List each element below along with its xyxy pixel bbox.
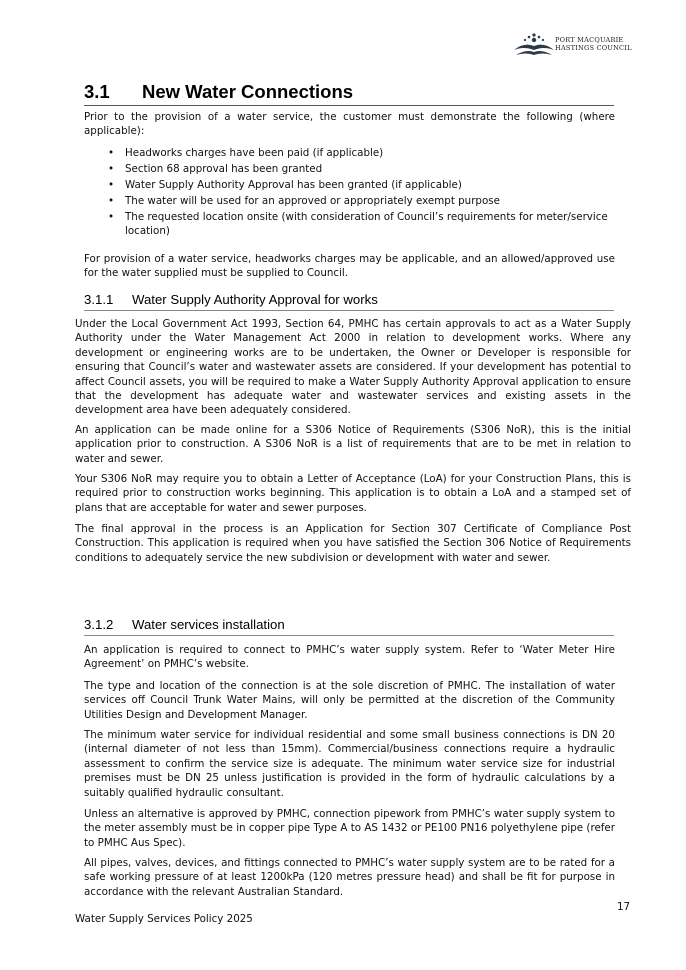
page-number: 17 <box>617 901 631 913</box>
section-title: New Water Connections <box>142 81 354 102</box>
paragraph: The minimum water service for individual residential and some small business connections is DN 20 (internal diameter of not less than 15mm). Commercial/business connections require a hydraulic assessment to confirm the service size is adequate. The minimum water service size for industrial premises must be DN 25 unless justification is provided in the form of hydraulic calculations by a suitably qualified hydraulic consultant. <box>84 729 615 799</box>
section-intro: Prior to the provision of a water service, the customer must demonstrate the following (where applicable): <box>84 111 615 138</box>
section-number: 3.1 <box>84 81 110 102</box>
subsection-heading-3-1-1 <box>84 292 614 311</box>
list-item: • Headworks charges have been paid (if applicable) <box>108 146 620 160</box>
list-item: • The water will be used for an approved or appropriately exempt purpose <box>108 194 620 208</box>
logo-line-2: HASTINGS COUNCIL <box>555 44 632 52</box>
section-heading <box>84 81 614 106</box>
paragraph: The final approval in the process is an Application for Section 307 Certificate of Compliance Post Construction. This application is required when you have satisfied the Section 306 Notice of Requirements conditions to adequately service the new subdivision or development with water and sewer. <box>75 523 631 564</box>
logo-line-1: PORT MACQUARIE <box>555 36 624 44</box>
council-logo-text <box>555 36 632 52</box>
paragraph: All pipes, valves, devices, and fittings connected to PMHC’s water supply system are to be rated for a safe working pressure of at least 1200kPa (120 metres pressure head) and shall be fit for purpose in accordance with the relevant Australian Standard. <box>84 857 615 898</box>
list-item: • Water Supply Authority Approval has been granted (if applicable) <box>108 178 620 192</box>
list-item: • Section 68 approval has been granted <box>108 162 620 176</box>
section-closing: For provision of a water service, headworks charges may be applicable, and an allowed/approved use for the water supplied must be supplied to Council. <box>84 253 615 280</box>
subsection-title: Water services installation <box>132 617 285 632</box>
paragraph: Under the Local Government Act 1993, Section 64, PMHC has certain approvals to act as a Water Supply Authority under the Water Management Act 2000 in relation to development works. Where any development or engineering works are to be undertaken, the Owner or Developer is responsible for ensuring that Council’s water and wastewater assets are considered. If your development has potential to affect Council assets, you will be required to make a Water Supply Authority Approval application to ensure that the development has adequate water and wastewater services and existing assets in the development area have been adequately considered. <box>75 318 631 417</box>
paragraph: An application is required to connect to PMHC’s water supply system. Refer to ‘Water Meter Hire Agreement’ on PMHC’s website. <box>84 644 615 671</box>
footer-doc-title: Water Supply Services Policy 2025 <box>75 913 253 925</box>
paragraph: The type and location of the connection is at the sole discretion of PMHC. The installation of water services off Council Trunk Water Mains, will only be permitted at the discretion of the Community Utilities Design and Development Manager. <box>84 680 615 721</box>
paragraph: Unless an alternative is approved by PMHC, connection pipework from PMHC’s water supply system to the meter assembly must be in copper pipe Type A to AS 1432 or PE100 PN16 polyethylene pipe (refer to PMHC Aus Spec). <box>84 808 615 849</box>
subsection-title: Water Supply Authority Approval for works <box>132 292 378 307</box>
subsection-number: 3.1.2 <box>84 617 114 632</box>
subsection-heading-3-1-2 <box>84 617 614 636</box>
paragraph: An application can be made online for a S306 Notice of Requirements (S306 NoR), this is the initial application prior to construction. A S306 NoR is a list of requirements that are to be met in relation to water and sewer. <box>75 424 631 465</box>
list-item: • The requested location onsite (with consideration of Council’s requirements for meter/service location) <box>108 210 620 239</box>
subsection-number: 3.1.1 <box>84 292 114 307</box>
paragraph: Your S306 NoR may require you to obtain a Letter of Acceptance (LoA) for your Construction Plans, this is required prior to construction works beginning. This application is to obtain a LoA and a stamped set of plans that are acceptable for water and sewer purposes. <box>75 473 631 514</box>
requirements-list <box>108 146 620 240</box>
